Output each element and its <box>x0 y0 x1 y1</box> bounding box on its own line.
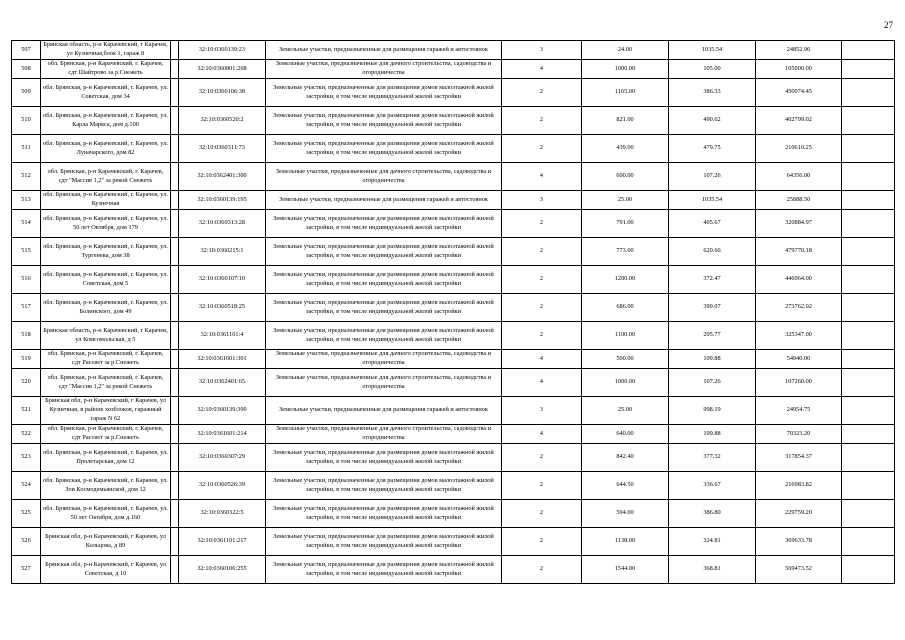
row-number-cell: 515 <box>12 238 41 266</box>
area-cell: 594.00 <box>582 500 669 528</box>
empty-cell <box>842 79 895 107</box>
row-number-cell: 509 <box>12 79 41 107</box>
address-cell: обл. Брянская, р-н Карачевский, г. Карачев, ул. Кузнечная <box>41 191 171 210</box>
spacer-cell <box>171 294 179 322</box>
table-row <box>12 322 895 350</box>
specific-value-cell: 998.19 <box>669 397 756 425</box>
cadastral-number-cell: 32:10:0360322:5 <box>179 500 266 528</box>
cadastral-value-cell: 107260.00 <box>756 369 842 397</box>
address-cell: обл. Брянская, р-н Карачевский, г. Карачев, ул. Советская, дом 34 <box>41 79 171 107</box>
cadastral-number-cell: 32:10:0360139:390 <box>179 397 266 425</box>
specific-value-cell: 107.26 <box>669 163 756 191</box>
land-use-purpose-cell: Земельные участки, предназначенные для размещения домов малоэтажной жилой застройки, в том числе индивидуальной жилой застройки <box>266 210 502 238</box>
area-cell: 1165.00 <box>582 79 669 107</box>
area-cell: 1100.00 <box>582 322 669 350</box>
area-cell: 1200.00 <box>582 266 669 294</box>
address-cell: обл. Брянская, р-н Карачевский, г. Карачев, ул. 50 лет Октября, дом 179 <box>41 210 171 238</box>
group-cell: 2 <box>502 500 582 528</box>
table-row <box>12 556 895 584</box>
row-number-cell: 520 <box>12 369 41 397</box>
specific-value-cell: 372.47 <box>669 266 756 294</box>
table-row <box>12 79 895 107</box>
cadastral-number-cell: 32:10:0360107:10 <box>179 266 266 294</box>
cadastral-value-cell: 479770.18 <box>756 238 842 266</box>
area-cell: 640.00 <box>582 425 669 444</box>
empty-cell <box>842 472 895 500</box>
land-use-purpose-cell: Земельные участки, предназначенные для размещения домов малоэтажной жилой застройки, в том числе индивидуальной жилой застройки <box>266 528 502 556</box>
address-cell: Брянская обл, р-н Карачевский, г Карачев, ул Советская, д 10 <box>41 556 171 584</box>
group-cell: 3 <box>502 41 582 60</box>
cadastral-number-cell: 32:10:0360518:25 <box>179 294 266 322</box>
land-use-purpose-cell: Земельные участки, предназначенные для размещения гаражей и автостоянок <box>266 41 502 60</box>
group-cell: 2 <box>502 135 582 163</box>
area-cell: 1000.00 <box>582 60 669 79</box>
land-use-purpose-cell: Земельные участки, предназначенные для дачного строительства, садоводства и огородничества <box>266 163 502 191</box>
cadastral-number-cell: 32:10:0361101:217 <box>179 528 266 556</box>
empty-cell <box>842 322 895 350</box>
address-cell: Брянская обл, р-н Карачевский, г Карачев, ул Кузнечная, в районе хозблоков, гаражный гараж N 62 <box>41 397 171 425</box>
spacer-cell <box>171 500 179 528</box>
row-number-cell: 513 <box>12 191 41 210</box>
group-cell: 2 <box>502 266 582 294</box>
specific-value-cell: 368.81 <box>669 556 756 584</box>
specific-value-cell: 109.88 <box>669 350 756 369</box>
empty-cell <box>842 397 895 425</box>
specific-value-cell: 107.26 <box>669 369 756 397</box>
address-cell: обл. Брянская, р-н Карачевский, г. Карачев, ул. Зои Космодемьянской, дом 12 <box>41 472 171 500</box>
empty-cell <box>842 41 895 60</box>
row-number-cell: 519 <box>12 350 41 369</box>
land-plot-registry-table <box>11 40 895 584</box>
table-body <box>12 41 895 584</box>
empty-cell <box>842 369 895 397</box>
table-row <box>12 163 895 191</box>
table-row <box>12 238 895 266</box>
land-use-purpose-cell: Земельные участки, предназначенные для дачного строительства, садоводства и огородничества <box>266 60 502 79</box>
group-cell: 2 <box>502 238 582 266</box>
spacer-cell <box>171 135 179 163</box>
group-cell: 4 <box>502 163 582 191</box>
address-cell: обл. Брянская, р-н Карачевский, г. Карачев, ул. Тургенева, дом 38 <box>41 238 171 266</box>
area-cell: 600.00 <box>582 163 669 191</box>
row-number-cell: 518 <box>12 322 41 350</box>
group-cell: 2 <box>502 472 582 500</box>
spacer-cell <box>171 350 179 369</box>
area-cell: 791.00 <box>582 210 669 238</box>
empty-cell <box>842 528 895 556</box>
address-cell: обл. Брянская, р-н Карачевский, г. Карачев, ул. Болинского, дом 49 <box>41 294 171 322</box>
specific-value-cell: 405.67 <box>669 210 756 238</box>
address-cell: обл. Брянская, р-н Карачевский, г. Карачев, ул. Советская, дом 5 <box>41 266 171 294</box>
cadastral-value-cell: 216983.82 <box>756 472 842 500</box>
group-cell: 2 <box>502 322 582 350</box>
spacer-cell <box>171 444 179 472</box>
land-use-purpose-cell: Земельные участки, предназначенные для размещения домов малоэтажной жилой застройки, в том числе индивидуальной жилой застройки <box>266 107 502 135</box>
address-cell: обл. Брянская, р-н Карачевский, г. Карачев, ул. Пролетарская, дом 12 <box>41 444 171 472</box>
row-number-cell: 511 <box>12 135 41 163</box>
table-row <box>12 266 895 294</box>
row-number-cell: 527 <box>12 556 41 584</box>
cadastral-value-cell: 402799.02 <box>756 107 842 135</box>
table-row <box>12 528 895 556</box>
area-cell: 25.00 <box>582 191 669 210</box>
address-cell: Брянская область, р-н Карачевский, г Карачев, ул Кузнечная,блок 1, гараж 8 <box>41 41 171 60</box>
cadastral-value-cell: 105000.00 <box>756 60 842 79</box>
specific-value-cell: 295.77 <box>669 322 756 350</box>
land-use-purpose-cell: Земельные участки, предназначенные для размещения домов малоэтажной жилой застройки, в том числе индивидуальной жилой застройки <box>266 135 502 163</box>
group-cell: 4 <box>502 350 582 369</box>
group-cell: 2 <box>502 107 582 135</box>
table-row <box>12 294 895 322</box>
empty-cell <box>842 444 895 472</box>
area-cell: 644.50 <box>582 472 669 500</box>
spacer-cell <box>171 425 179 444</box>
cadastral-number-cell: 32:10:0360526:39 <box>179 472 266 500</box>
spacer-cell <box>171 266 179 294</box>
group-cell: 2 <box>502 556 582 584</box>
row-number-cell: 521 <box>12 397 41 425</box>
land-use-purpose-cell: Земельные участки, предназначенные для размещения гаражей и автостоянок <box>266 397 502 425</box>
land-use-purpose-cell: Земельные участки, предназначенные для размещения домов малоэтажной жилой застройки, в том числе индивидуальной жилой застройки <box>266 500 502 528</box>
empty-cell <box>842 556 895 584</box>
group-cell: 2 <box>502 444 582 472</box>
cadastral-value-cell: 54940.00 <box>756 350 842 369</box>
empty-cell <box>842 191 895 210</box>
cadastral-value-cell: 273762.02 <box>756 294 842 322</box>
group-cell: 2 <box>502 79 582 107</box>
cadastral-number-cell: 32:10:0361601:214 <box>179 425 266 444</box>
spacer-cell <box>171 238 179 266</box>
specific-value-cell: 336.67 <box>669 472 756 500</box>
group-cell: 3 <box>502 397 582 425</box>
land-use-purpose-cell: Земельные участки, предназначенные для размещения домов малоэтажной жилой застройки, в том числе индивидуальной жилой застройки <box>266 472 502 500</box>
spacer-cell <box>171 163 179 191</box>
cadastral-number-cell: 32:10:0360106:38 <box>179 79 266 107</box>
row-number-cell: 525 <box>12 500 41 528</box>
empty-cell <box>842 135 895 163</box>
spacer-cell <box>171 79 179 107</box>
table-row <box>12 191 895 210</box>
address-cell: Брянская область, р-н Карачевский, г Карачев, ул Комсомольская, д 5 <box>41 322 171 350</box>
address-cell: обл. Брянская, р-н Карачевский, г. Карачев, сдт Рассвет за р.Снежеть <box>41 350 171 369</box>
area-cell: 821.00 <box>582 107 669 135</box>
cadastral-number-cell: 32:10:0360520:2 <box>179 107 266 135</box>
row-number-cell: 514 <box>12 210 41 238</box>
spacer-cell <box>171 60 179 79</box>
row-number-cell: 508 <box>12 60 41 79</box>
address-cell: обл. Брянская, р-н Карачевский, г. Карачев, сдт "Массив 1,2" за рекой Снежеть <box>41 369 171 397</box>
empty-cell <box>842 107 895 135</box>
specific-value-cell: 490.62 <box>669 107 756 135</box>
area-cell: 439.00 <box>582 135 669 163</box>
cadastral-value-cell: 446964.00 <box>756 266 842 294</box>
table-row <box>12 444 895 472</box>
cadastral-number-cell: 32:10:0360801:268 <box>179 60 266 79</box>
address-cell: обл. Брянская, р-н Карачевский, г. Карачев, ул. Карла Маркса, дом д.100 <box>41 107 171 135</box>
empty-cell <box>842 294 895 322</box>
row-number-cell: 517 <box>12 294 41 322</box>
cadastral-value-cell: 569473.52 <box>756 556 842 584</box>
cadastral-number-cell: 32:10:0360106:255 <box>179 556 266 584</box>
cadastral-value-cell: 450074.45 <box>756 79 842 107</box>
specific-value-cell: 386.80 <box>669 500 756 528</box>
empty-cell <box>842 425 895 444</box>
empty-cell <box>842 266 895 294</box>
address-cell: обл. Брянская, р-н Карачевский, г. Карачев, сдт "Массив 1,2" за рекой Снежеть <box>41 163 171 191</box>
land-use-purpose-cell: Земельные участки, предназначенные для размещения домов малоэтажной жилой застройки, в том числе индивидуальной жилой застройки <box>266 556 502 584</box>
address-cell: обл. Брянская, р-н Карачевский, г. Карачев, сдт Шайтрово за р.Снежеть <box>41 60 171 79</box>
row-number-cell: 523 <box>12 444 41 472</box>
empty-cell <box>842 500 895 528</box>
area-cell: 500.00 <box>582 350 669 369</box>
group-cell: 4 <box>502 369 582 397</box>
spacer-cell <box>171 369 179 397</box>
address-cell: обл. Брянская, р-н Карачевский, г. Карачев, сдт Рассвет за р.Снежеть <box>41 425 171 444</box>
specific-value-cell: 386.33 <box>669 79 756 107</box>
cadastral-value-cell: 369633.78 <box>756 528 842 556</box>
specific-value-cell: 109.88 <box>669 425 756 444</box>
area-cell: 24.00 <box>582 41 669 60</box>
cadastral-number-cell: 32:10:0360307:29 <box>179 444 266 472</box>
table-row <box>12 397 895 425</box>
specific-value-cell: 1035.54 <box>669 191 756 210</box>
row-number-cell: 524 <box>12 472 41 500</box>
table-row <box>12 500 895 528</box>
cadastral-number-cell: 32:10:0360215:1 <box>179 238 266 266</box>
spacer-cell <box>171 210 179 238</box>
land-use-purpose-cell: Земельные участки, предназначенные для размещения домов малоэтажной жилой застройки, в том числе индивидуальной жилой застройки <box>266 79 502 107</box>
group-cell: 3 <box>502 191 582 210</box>
table-row <box>12 350 895 369</box>
cadastral-value-cell: 25888.50 <box>756 191 842 210</box>
address-cell: Брянская обл, р-н Карачевский, г Карачев, ул Кольцова, д 89 <box>41 528 171 556</box>
row-number-cell: 512 <box>12 163 41 191</box>
table-row <box>12 369 895 397</box>
area-cell: 842.40 <box>582 444 669 472</box>
table-row <box>12 107 895 135</box>
cadastral-value-cell: 317854.37 <box>756 444 842 472</box>
group-cell: 4 <box>502 60 582 79</box>
cadastral-number-cell: 32:10:0362401:300 <box>179 163 266 191</box>
cadastral-number-cell: 32:10:0361601:301 <box>179 350 266 369</box>
cadastral-number-cell: 32:10:0360139:195 <box>179 191 266 210</box>
table-row <box>12 472 895 500</box>
table-row <box>12 41 895 60</box>
specific-value-cell: 105.00 <box>669 60 756 79</box>
spacer-cell <box>171 191 179 210</box>
specific-value-cell: 1035.54 <box>669 41 756 60</box>
cadastral-number-cell: 32:10:0362401:65 <box>179 369 266 397</box>
area-cell: 1138.00 <box>582 528 669 556</box>
cadastral-value-cell: 24852.96 <box>756 41 842 60</box>
specific-value-cell: 324.81 <box>669 528 756 556</box>
area-cell: 773.00 <box>582 238 669 266</box>
group-cell: 4 <box>502 425 582 444</box>
spacer-cell <box>171 322 179 350</box>
area-cell: 686.00 <box>582 294 669 322</box>
row-number-cell: 526 <box>12 528 41 556</box>
area-cell: 1000.00 <box>582 369 669 397</box>
specific-value-cell: 479.75 <box>669 135 756 163</box>
cadastral-value-cell: 229759.20 <box>756 500 842 528</box>
area-cell: 25.00 <box>582 397 669 425</box>
empty-cell <box>842 163 895 191</box>
row-number-cell: 522 <box>12 425 41 444</box>
group-cell: 2 <box>502 528 582 556</box>
group-cell: 2 <box>502 294 582 322</box>
land-use-purpose-cell: Земельные участки, предназначенные для дачного строительства, садоводства и огородничества <box>266 425 502 444</box>
cadastral-number-cell: 32:10:0361101:4 <box>179 322 266 350</box>
land-use-purpose-cell: Земельные участки, предназначенные для размещения домов малоэтажной жилой застройки, в том числе индивидуальной жилой застройки <box>266 294 502 322</box>
address-cell: обл. Брянская, р-н Карачевский, г. Карачев, ул. 50 лет Октября, дом д.160 <box>41 500 171 528</box>
land-use-purpose-cell: Земельные участки, предназначенные для дачного строительства, садоводства и огородничества <box>266 350 502 369</box>
row-number-cell: 510 <box>12 107 41 135</box>
cadastral-value-cell: 24954.75 <box>756 397 842 425</box>
spacer-cell <box>171 528 179 556</box>
cadastral-value-cell: 325347.00 <box>756 322 842 350</box>
empty-cell <box>842 210 895 238</box>
land-use-purpose-cell: Земельные участки, предназначенные для размещения домов малоэтажной жилой застройки, в том числе индивидуальной жилой застройки <box>266 238 502 266</box>
spacer-cell <box>171 556 179 584</box>
cadastral-number-cell: 32:10:0360139:23 <box>179 41 266 60</box>
land-use-purpose-cell: Земельные участки, предназначенные для размещения домов малоэтажной жилой застройки, в том числе индивидуальной жилой застройки <box>266 444 502 472</box>
empty-cell <box>842 238 895 266</box>
row-number-cell: 507 <box>12 41 41 60</box>
spacer-cell <box>171 107 179 135</box>
spacer-cell <box>171 41 179 60</box>
cadastral-number-cell: 32:10:0360311:73 <box>179 135 266 163</box>
cadastral-value-cell: 210610.25 <box>756 135 842 163</box>
group-cell: 2 <box>502 210 582 238</box>
specific-value-cell: 399.07 <box>669 294 756 322</box>
spacer-cell <box>171 472 179 500</box>
spacer-cell <box>171 397 179 425</box>
cadastral-number-cell: 32:10:0360313:28 <box>179 210 266 238</box>
table-row <box>12 60 895 79</box>
table-row <box>12 425 895 444</box>
row-number-cell: 516 <box>12 266 41 294</box>
specific-value-cell: 620.66 <box>669 238 756 266</box>
empty-cell <box>842 60 895 79</box>
area-cell: 1544.00 <box>582 556 669 584</box>
page-number: 27 <box>884 20 893 30</box>
land-use-purpose-cell: Земельные участки, предназначенные для размещения домов малоэтажной жилой застройки, в том числе индивидуальной жилой застройки <box>266 266 502 294</box>
cadastral-value-cell: 320884.97 <box>756 210 842 238</box>
cadastral-value-cell: 70323.20 <box>756 425 842 444</box>
land-use-purpose-cell: Земельные участки, предназначенные для дачного строительства, садоводства и огородничества <box>266 369 502 397</box>
cadastral-value-cell: 64356.00 <box>756 163 842 191</box>
address-cell: обл. Брянская, р-н Карачевский, г. Карачев, ул. Луначарского, дом 82 <box>41 135 171 163</box>
specific-value-cell: 377.32 <box>669 444 756 472</box>
land-use-purpose-cell: Земельные участки, предназначенные для размещения гаражей и автостоянок <box>266 191 502 210</box>
table-row <box>12 135 895 163</box>
land-use-purpose-cell: Земельные участки, предназначенные для размещения домов малоэтажной жилой застройки, в том числе индивидуальной жилой застройки <box>266 322 502 350</box>
table-row <box>12 210 895 238</box>
empty-cell <box>842 350 895 369</box>
